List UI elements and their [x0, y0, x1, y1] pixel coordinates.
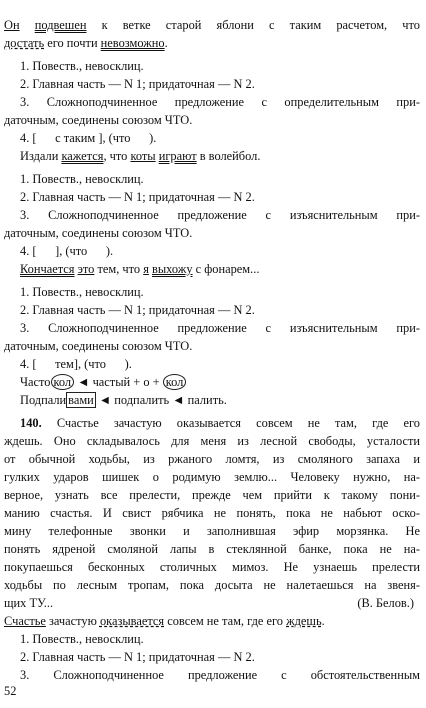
page-number: 52: [4, 684, 17, 698]
exercise-140-line-8: понять ядреной смоляной лапы в стеклянной банке, пока не на-: [4, 542, 420, 556]
exercise-140-line-7: мину телефонные звонки и заполнившая эфир морзянка. Не: [4, 524, 420, 538]
analysis-1-scheme: 4. [ с таким ], (что ).: [20, 131, 157, 145]
analysis-3-point-3-cont: даточным, соединены союзом ЧТО.: [4, 339, 193, 353]
morpheme-analysis-1: Часто кол ◄ частый + о + кол: [20, 373, 420, 391]
analysis-2-point-3: 3. Сложноподчиненное предложение с изъяснительным при-: [20, 208, 420, 222]
analysis-1-point-3: 3. Сложноподчиненное предложение с определительным при-: [20, 95, 420, 109]
exercise-140-line-6: манию счастья. И свист рябчика не понять, пока не набьют оско-: [4, 506, 420, 520]
author-attribution: (В. Белов.): [357, 596, 414, 610]
analysis-1-point-2: 2. Главная часть — N 1; придаточная — N 2.: [20, 77, 255, 91]
analysis-4-point-3: 3. Сложноподчиненное предложение с обстоятельственным: [20, 668, 420, 682]
exercise-140-line-10: ходьбы по лесным тропам, пока досыта не налетаешься на звеня-: [4, 578, 420, 592]
morpheme-analysis-2: Подпали вами ◄ подпалить ◄ палить.: [20, 393, 227, 407]
analysis-2-scheme: 4. [ ], (что ).: [20, 244, 114, 258]
analysis-3-point-1: 1. Повеств., невосклиц.: [20, 285, 144, 299]
analysis-4-point-1: 1. Повеств., невосклиц.: [20, 632, 144, 646]
exercise-140-line-3: от обычной ходьбы, из ржаного ломтя, из смоляного запаха и: [4, 452, 420, 466]
sentence-1-line-2: достать его почти невозможно.: [4, 36, 168, 50]
sentence-1-line-1: Он подвешен к ветке старой яблони с таким расчетом, что: [4, 18, 420, 32]
analysis-1-point-3-cont: даточным, соединены союзом ЧТО.: [4, 113, 193, 127]
exercise-140-line-1: 140. Счастье зачастую оказывается совсем не там, где его: [20, 416, 420, 430]
analysis-3-point-3: 3. Сложноподчиненное предложение с изъяснительным при-: [20, 321, 420, 335]
sentence-2: Издали кажется, что коты играют в волейбол.: [20, 149, 261, 163]
analysis-2-point-3-cont: даточным, соединены союзом ЧТО.: [4, 226, 193, 240]
exercise-140-line-9: покупаешься бесконных столичных мимоз. Не узнаешь прелести: [4, 560, 420, 574]
exercise-140-line-4: гулких ударов шишек о родимую землю... Человеку нужно, на-: [4, 470, 420, 484]
exercise-140-line-2: ждешь. Оно складывалось для меня из лесной свободы, усталости: [4, 434, 420, 448]
analysis-2-point-2: 2. Главная часть — N 1; придаточная — N 2.: [20, 190, 255, 204]
analysis-4-point-2: 2. Главная часть — N 1; придаточная — N 2.: [20, 650, 255, 664]
sentence-4: Счастье зачастую оказывается совсем не там, где его ждешь.: [4, 614, 325, 628]
analysis-3-scheme: 4. [ тем], (что ).: [20, 357, 132, 371]
sentence-3: Кончается это тем, что я выхожу с фонарем...: [20, 262, 260, 276]
exercise-140-line-11: щих ТУ... (В. Белов.): [4, 596, 414, 610]
analysis-3-point-2: 2. Главная часть — N 1; придаточная — N 2.: [20, 303, 255, 317]
exercise-140-line-5: верное, узнать все прелести, прежде чем прийти к такому пони-: [4, 488, 420, 502]
analysis-1-point-1: 1. Повеств., невосклиц.: [20, 59, 144, 73]
analysis-2-point-1: 1. Повеств., невосклиц.: [20, 172, 144, 186]
